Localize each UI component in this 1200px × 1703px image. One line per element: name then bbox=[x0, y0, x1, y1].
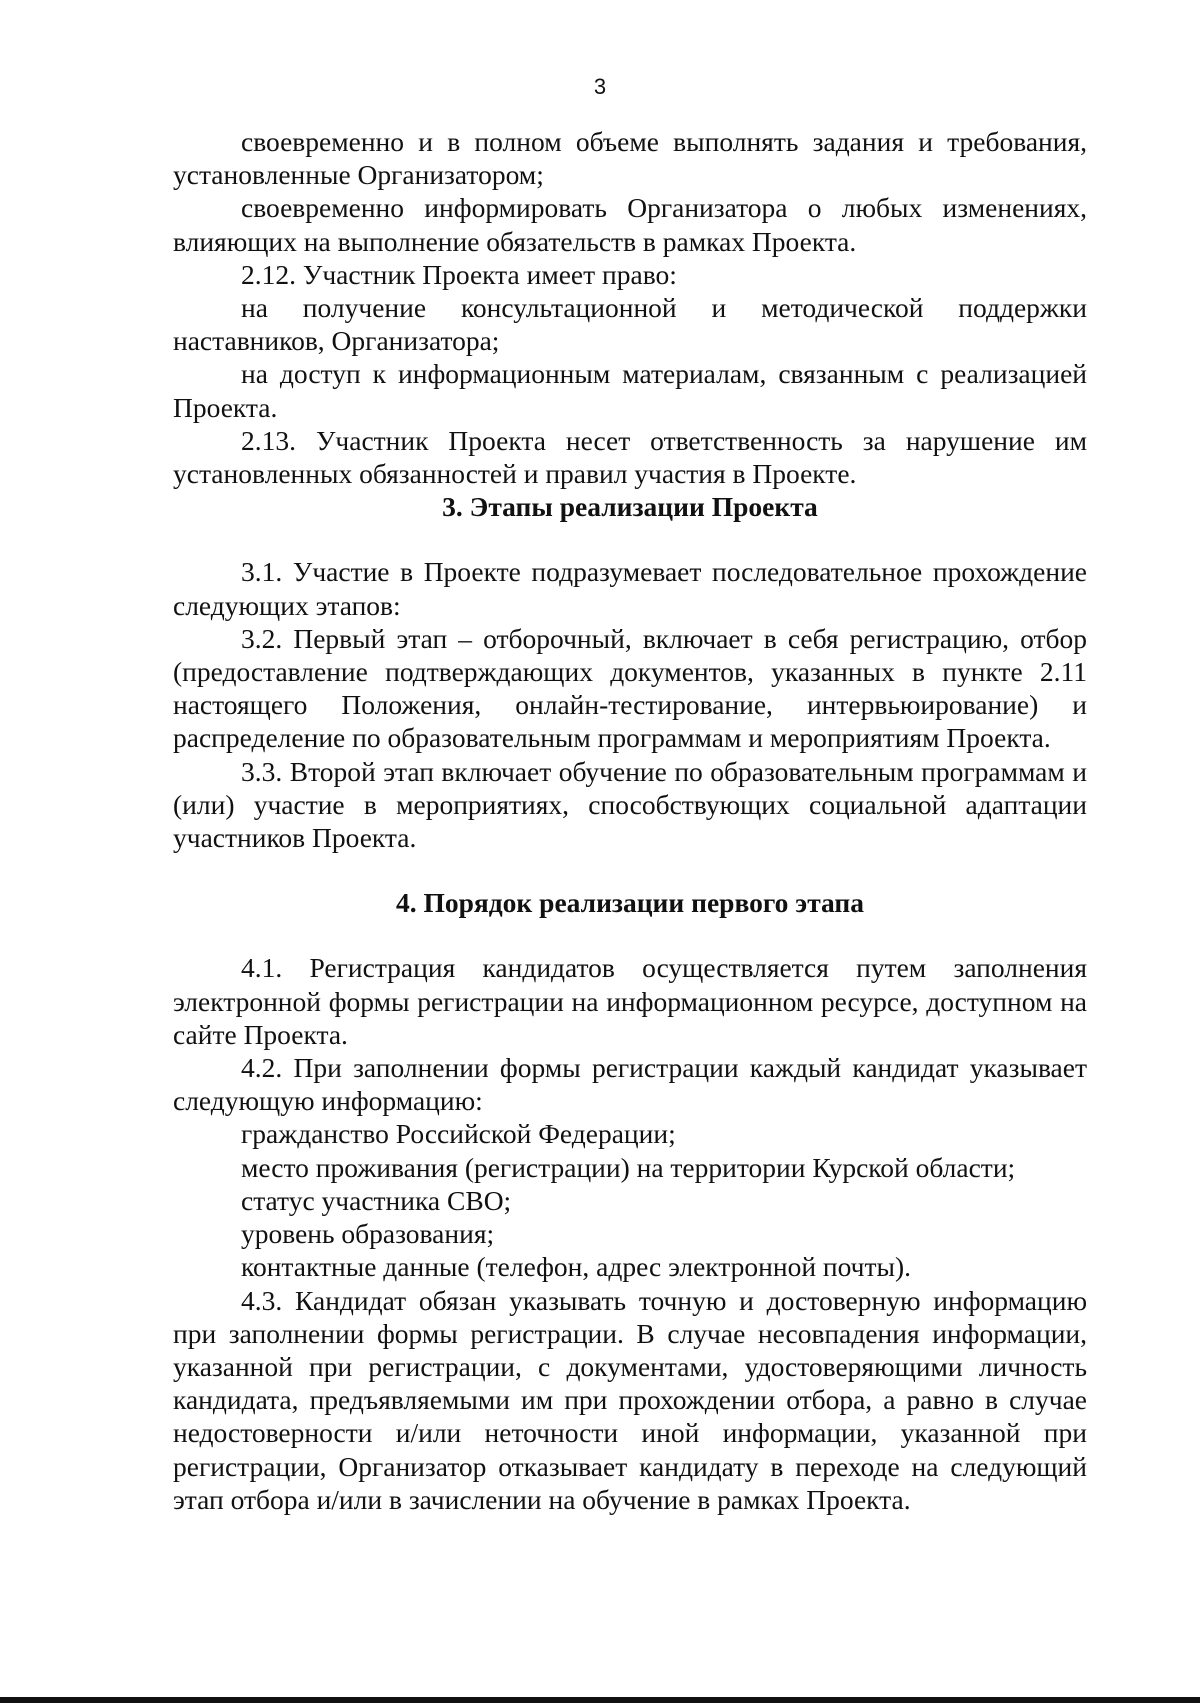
paragraph: 2.13. Участник Проекта несет ответственность за нарушение им установленных обязанностей и правил участия в Проекте. bbox=[173, 424, 1087, 490]
paragraph: 4.1. Регистрация кандидатов осуществляется путем заполнения электронной формы регистрации на информационном ресурсе, доступном на сайте Проекта. bbox=[173, 952, 1087, 1050]
section-heading: 4. Порядок реализации первого этапа bbox=[395, 887, 865, 919]
paragraph: своевременно и в полном объеме выполнять задания и требования, установленные Организатором; bbox=[173, 126, 1087, 191]
list-item: контактные данные (телефон, адрес электронной почты). bbox=[241, 1251, 912, 1283]
paragraph: на получение консультационной и методической поддержки наставников, Организатора; bbox=[173, 292, 1087, 357]
paragraph: 4.3. Кандидат обязан указывать точную и достоверную информацию при заполнении формы регистрации. В случае несовпадения информации, указанной при регистрации, с документами, удостоверяющими личность кандидата, предъявляемыми им при прохождении отбора, а равно в случае недостоверности и/или неточности иной информации, указанной при регистрации, Организатор отказывает кандидату в переходе на следующий этап отбора и/или в зачислении на обучение в рамках Проекта. bbox=[173, 1284, 1087, 1515]
page-number: 3 bbox=[593, 74, 607, 99]
list-item: статус участника СВО; bbox=[241, 1184, 512, 1216]
paragraph: 2.12. Участник Проекта имеет право: bbox=[241, 258, 677, 290]
document-body bbox=[173, 125, 1087, 1516]
paragraph: на доступ к информационным материалам, связанным с реализацией Проекта. bbox=[173, 358, 1087, 423]
section-heading: 3. Этапы реализации Проекта bbox=[442, 491, 818, 523]
paragraph: 3.1. Участие в Проекте подразумевает последовательное прохождение следующих этапов: bbox=[173, 556, 1087, 621]
list-item: гражданство Российской Федерации; bbox=[241, 1118, 676, 1150]
list-item: уровень образования; bbox=[241, 1218, 495, 1250]
paragraph: 4.2. При заполнении формы регистрации каждый кандидат указывает следующую информацию: bbox=[173, 1052, 1087, 1117]
paragraph: 3.3. Второй этап включает обучение по образовательным программам и (или) участие в мероприятиях, способствующих социальной адаптации участников Проекта. bbox=[173, 755, 1087, 854]
paragraph: своевременно информировать Организатора о любых изменениях, влияющих на выполнение обязательств в рамках Проекта. bbox=[173, 192, 1087, 257]
scan-edge-line bbox=[0, 1697, 1200, 1703]
paragraph: 3.2. Первый этап – отборочный, включает в себя регистрацию, отбор (предоставление подтверждающих документов, указанных в пункте 2.11 настоящего Положения, онлайн-тестирование, интервьюирование) и распределение по образовательным программам и мероприятиям Проекта. bbox=[173, 622, 1087, 754]
list-item: место проживания (регистрации) на территории Курской области; bbox=[241, 1151, 1016, 1183]
